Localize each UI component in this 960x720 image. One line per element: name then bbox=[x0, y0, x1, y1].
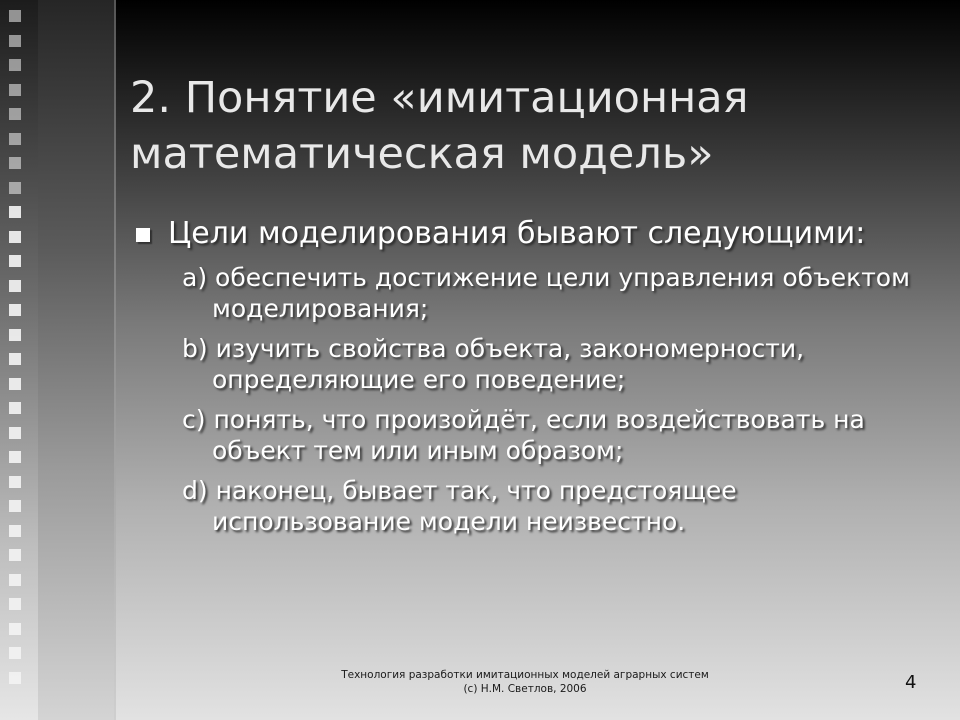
film-perforation bbox=[9, 500, 21, 512]
footer-line-2: (c) Н.М. Светлов, 2006 bbox=[463, 683, 587, 695]
film-perforation bbox=[9, 525, 21, 537]
film-perforation bbox=[9, 353, 21, 365]
film-perforation bbox=[9, 427, 21, 439]
slide-content bbox=[130, 212, 930, 546]
film-perforation bbox=[9, 451, 21, 463]
footer-line-1: Технология разработки имитационных моделей аграрных систем bbox=[341, 669, 709, 681]
sub-item-b: b) изучить свойства объекта, закономерности, определяющие его поведение; bbox=[182, 334, 805, 394]
sub-list bbox=[130, 262, 930, 537]
film-perforation bbox=[9, 304, 21, 316]
film-divider bbox=[114, 0, 116, 720]
film-perforation bbox=[9, 672, 21, 684]
film-perforation bbox=[9, 476, 21, 488]
square-bullet-icon bbox=[136, 228, 150, 242]
film-perforation bbox=[9, 598, 21, 610]
film-perforation bbox=[9, 157, 21, 169]
film-edge-panel bbox=[38, 0, 114, 720]
film-perforation bbox=[9, 623, 21, 635]
film-perforation bbox=[9, 378, 21, 390]
film-perforation bbox=[9, 182, 21, 194]
slide-footer bbox=[290, 668, 760, 696]
sub-item-a: a) обеспечить достижение цели управления объектом моделирования; bbox=[182, 263, 910, 323]
film-perforation bbox=[9, 133, 21, 145]
film-strip-decoration bbox=[0, 0, 38, 720]
film-perforation bbox=[9, 549, 21, 561]
film-perforation bbox=[9, 329, 21, 341]
film-perforation bbox=[9, 59, 21, 71]
slide-title: 2. Понятие «имитационная математическая модель» bbox=[130, 73, 749, 179]
film-perforation bbox=[9, 647, 21, 659]
bullet-item bbox=[130, 212, 930, 256]
film-perforation bbox=[9, 402, 21, 414]
film-perforation bbox=[9, 108, 21, 120]
film-perforation bbox=[9, 574, 21, 586]
bullet-text: Цели моделирования бывают следующими: bbox=[168, 216, 866, 251]
film-perforation bbox=[9, 35, 21, 47]
sub-item-d: d) наконец, бывает так, что предстоящее использование модели неизвестно. bbox=[182, 476, 737, 536]
film-perforation bbox=[9, 206, 21, 218]
film-perforation bbox=[9, 231, 21, 243]
sub-item-c: c) понять, что произойдёт, если воздействовать на объект тем или иным образом; bbox=[182, 405, 865, 465]
film-perforation bbox=[9, 10, 21, 22]
film-perforation bbox=[9, 280, 21, 292]
film-perforation bbox=[9, 84, 21, 96]
page-number: 4 bbox=[905, 672, 917, 693]
film-perforation bbox=[9, 255, 21, 267]
